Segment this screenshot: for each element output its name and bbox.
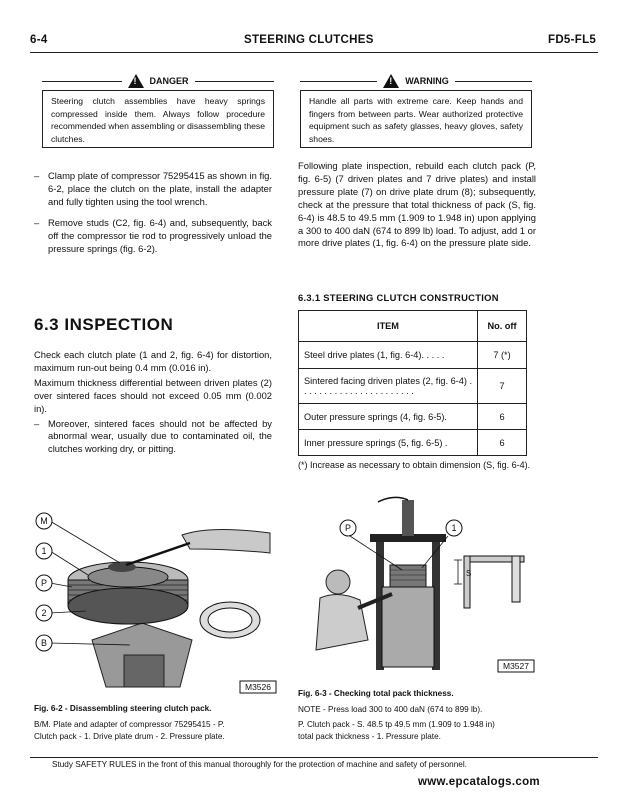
- warning-label: WARNING: [405, 76, 449, 86]
- table-header-qty: No. off: [478, 311, 527, 342]
- danger-rule-left: [42, 81, 122, 82]
- page-number: 6-4: [30, 34, 48, 46]
- warning-rule-right: [455, 81, 532, 82]
- warning-text: Handle all parts with extreme care. Keep hands and fingers from between parts. Wear authorized protective equipment such as safety glasses, heavy gloves, safety shoes.: [300, 90, 532, 148]
- footer-rule: [30, 757, 598, 758]
- footer-safety-text: Study SAFETY RULES in the front of this manual thoroughly for the protection of machine and safety of personnel.: [52, 760, 467, 769]
- fig62-caption-line: Clutch pack - 1. Drive plate drum - 2. Pressure plate.: [34, 732, 225, 741]
- inspection-text: [34, 349, 272, 456]
- inspection-item-text: Moreover, sintered faces should not be affected by abnormal wear, usually due to contaminated oil, the clutches working dry, or pitting.: [48, 417, 272, 455]
- inspection-para-1: Check each clutch plate (1 and 2, fig. 6-4) for distortion, maximum run-out being 0.4 mm (0.016 in).: [34, 349, 272, 373]
- procedure-step-2: [34, 217, 272, 256]
- fig62-callout: 2: [41, 608, 47, 618]
- table-footnote: (*) Increase as necessary to obtain dimension (S, fig. 6-4).: [298, 460, 531, 470]
- fig62-callout: M: [40, 516, 48, 526]
- table-header-item: ITEM: [299, 311, 478, 342]
- step-text: Clamp plate of compressor 75295415 as shown in fig. 6-2, place the clutch on the plate, install the adapter and fully tighten using the tool wrench.: [48, 170, 272, 207]
- fig62-code: M3526: [245, 682, 271, 692]
- warning-notice: [300, 74, 532, 148]
- table-cell-item: Steel drive plates (1, fig. 6-4). . . . .: [299, 342, 478, 369]
- subsection-title-construction: 6.3.1 STEERING CLUTCH CONSTRUCTION: [298, 292, 499, 303]
- fig63-caption-title: Fig. 6-3 - Checking total pack thickness.: [298, 689, 454, 698]
- fig-6-2-illustration: [30, 505, 278, 695]
- step-text: Remove studs (C2, fig. 6-4) and, subsequently, back off the compressor tie rod to progressively unload the pressure springs (fig. 6-2).: [48, 216, 272, 254]
- fig-6-3-illustration: [298, 490, 538, 675]
- table-cell-qty: 6: [478, 430, 527, 456]
- table-cell-qty: 7: [478, 369, 527, 404]
- dash-marker: –: [34, 216, 40, 228]
- table-cell-qty: 7 (*): [478, 342, 527, 369]
- danger-heading: [122, 74, 195, 88]
- fig62-callout: B: [40, 638, 48, 648]
- table-row: [299, 369, 527, 404]
- table-cell-item: Inner pressure springs (5, fig. 6-5) .: [299, 430, 478, 456]
- danger-icon: [128, 74, 144, 88]
- table-header-row: [299, 311, 527, 342]
- danger-label: DANGER: [149, 76, 189, 86]
- warning-heading: [377, 74, 455, 88]
- table-row: [299, 430, 527, 456]
- section-title-inspection: 6.3 INSPECTION: [34, 315, 174, 334]
- fig63-caption-line: P. Clutch pack - S. 48.5 tp 49.5 mm (1.909 to 1.948 in): [298, 720, 495, 729]
- fig62-caption-title: Fig. 6-2 - Disassembling steering clutch pack.: [34, 704, 212, 713]
- model-code: FD5-FL5: [548, 34, 597, 46]
- table-cell-item: Outer pressure springs (4, fig. 6-5).: [299, 404, 478, 430]
- fig62-caption-line: B/M. Plate and adapter of compressor 75295415 - P.: [34, 720, 225, 729]
- fig-6-2-caption: [34, 703, 274, 743]
- fig63-callout: 1: [451, 523, 457, 533]
- danger-rule-right: [195, 81, 275, 82]
- table-row: [299, 342, 527, 369]
- table-cell-qty: 6: [478, 404, 527, 430]
- dash-marker: –: [34, 417, 40, 429]
- table-row: [299, 404, 527, 430]
- construction-table: [298, 310, 527, 456]
- page-title: STEERING CLUTCHES: [244, 34, 374, 46]
- footer-site[interactable]: www.epcatalogs.com: [418, 776, 540, 788]
- left-column-top: [34, 170, 272, 255]
- procedure-step-1: [34, 170, 272, 209]
- fig63-callout: P: [344, 523, 352, 533]
- fig62-callout: P: [40, 578, 48, 588]
- inspection-para-2: Maximum thickness differential between driven plates (2) over sintered faces should not exceed 0.05 mm (0.002 in).: [34, 376, 272, 414]
- warning-rule-left: [300, 81, 377, 82]
- table-cell-item: Sintered facing driven plates (2, fig. 6-4) . . . . . . . . . . . . . . . . . . . . . . .: [299, 369, 478, 404]
- rebuild-paragraph: Following plate inspection, rebuild each clutch pack (P, fig. 6-5) (7 driven plates and 7 drive plates) and install pressure plate (7) on drive plate drum (8); subsequently, check at the pressure that total thickness of pack (S, fig. 6-4) is 48.5 to 49.5 mm (1.909 to 1.948 in) upon applying a 300 to 400 daN (674 to 899 lb) load. To adjust, add 1 or more drive plates (1, fig. 6-4) on the pressure plate side.: [298, 160, 536, 249]
- fig63-code: M3527: [503, 661, 529, 671]
- inspection-item: [34, 418, 272, 457]
- warning-icon: [383, 74, 399, 88]
- fig63-note: NOTE - Press load 300 to 400 daN (674 to 899 lb).: [298, 705, 483, 714]
- fig63-dim-label: S: [466, 569, 472, 578]
- danger-text: Steering clutch assemblies have heavy springs compressed inside them. Always follow procedure recommended when assembling or disassembling these clutches.: [42, 90, 274, 148]
- fig-6-3-caption: [298, 688, 548, 743]
- danger-notice: [42, 74, 274, 148]
- dash-marker: –: [34, 170, 40, 181]
- fig62-callout: 1: [41, 546, 47, 556]
- header-rule: [30, 52, 598, 53]
- fig63-caption-line: total pack thickness - 1. Pressure plate.: [298, 732, 441, 741]
